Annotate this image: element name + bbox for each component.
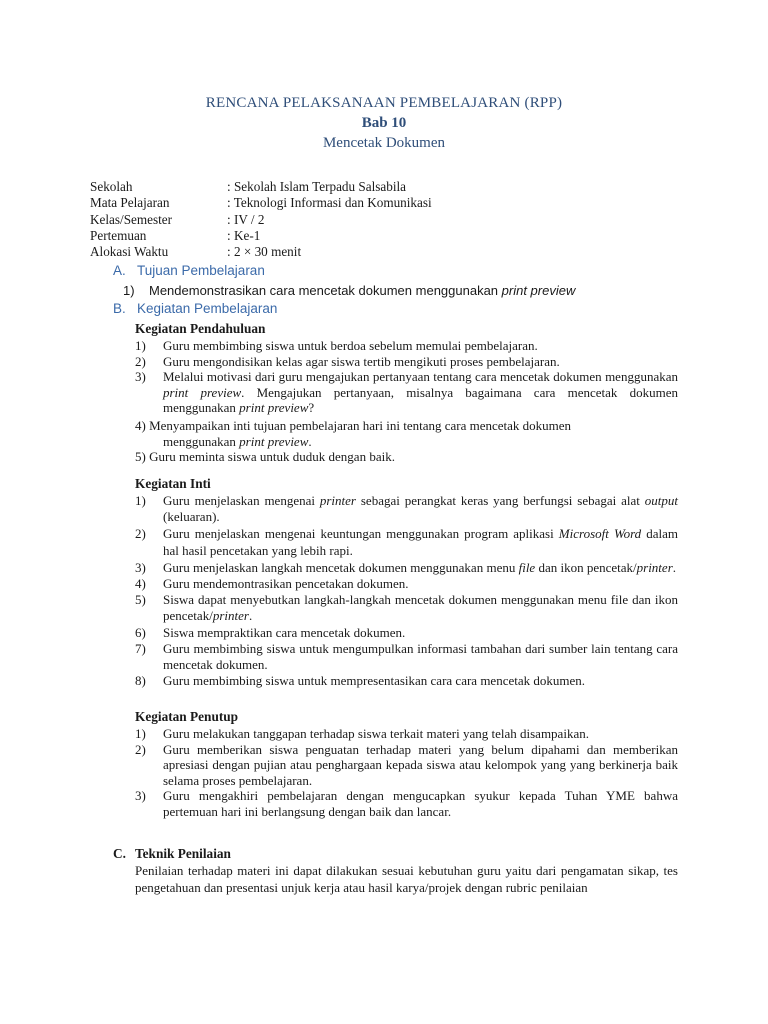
list-number: 1) <box>135 338 146 353</box>
list-number: 1) <box>135 493 146 508</box>
section-b-heading <box>113 301 277 316</box>
identity-value: : Ke-1 <box>227 228 261 243</box>
list-item <box>135 641 678 673</box>
section-letter: B. <box>113 301 126 316</box>
list-number: 1) <box>123 283 135 298</box>
list-number: 3) <box>135 788 146 804</box>
identity-value: : Sekolah Islam Terpadu Salsabila <box>227 179 407 194</box>
italic-term: printer <box>212 608 249 624</box>
list-number: 8) <box>135 673 146 689</box>
text-run: dalam hal hasil pencetakan yang lebih rapi. <box>163 526 678 558</box>
list-item <box>135 788 678 819</box>
list-number: 6) <box>135 624 146 640</box>
section-title: Tujuan Pembelajaran <box>137 263 265 278</box>
section-title: Kegiatan Pembelajaran <box>137 301 278 316</box>
list-item <box>135 418 678 449</box>
identity-row <box>90 228 260 244</box>
text-run: . <box>672 559 677 575</box>
core-heading: Kegiatan Inti <box>135 476 211 491</box>
list-text: Guru membimbing siswa untuk mengumpulkan informasi tambahan dari sumber lain tentang cara mencetak dokumen. <box>163 640 678 673</box>
list-number: 1) <box>135 726 146 741</box>
section-letter: A. <box>113 263 126 278</box>
goal-italic-term: print preview <box>501 283 576 298</box>
list-text <box>163 592 678 624</box>
list-item <box>135 369 678 416</box>
italic-term: print preview <box>239 433 309 449</box>
italic-term: printer <box>319 493 356 508</box>
list-item <box>135 576 678 592</box>
list-text: Guru memberikan siswa penguatan terhadap materi yang belum dipahami dan memberikan apresiasi dengan pujian atau penghargaan kepada siswa atau kelompok yang yang berkinerja baik selama proses pembelajaran. <box>163 741 678 788</box>
text-run: menggunakan <box>163 433 240 449</box>
italic-term: print preview <box>163 384 242 400</box>
text-run: Guru menjelaskan langkah mencetak dokumen menggunakan menu <box>163 559 519 575</box>
list-text: Guru mengakhiri pembelajaran dengan mengucapkan syukur kepada Tuhan YME bahwa pertemuan hari ini berlangsung dengan baik dan lancar. <box>163 788 678 819</box>
text-run: . <box>308 433 312 449</box>
subject-heading: Mencetak Dokumen <box>322 135 446 151</box>
text-run: Melalui motivasi dari guru mengajukan pertanyaan tentang cara mencetak dokumen menggunakan <box>163 369 678 385</box>
list-number: 3) <box>135 369 146 385</box>
list-item <box>135 742 678 789</box>
section-a-heading <box>113 263 265 278</box>
intro-heading: Kegiatan Pendahuluan <box>135 321 266 336</box>
section-letter: C. <box>113 846 126 861</box>
identity-label: Kelas/Semester <box>90 212 173 227</box>
text-run: . <box>248 608 253 624</box>
list-item <box>135 526 678 558</box>
identity-value: : Teknologi Informasi dan Komunikasi <box>227 195 432 210</box>
list-number: 7) <box>135 640 146 656</box>
identity-label: Alokasi Waktu <box>90 244 169 259</box>
text-run: dan ikon pencetak/ <box>535 559 637 575</box>
list-item <box>135 449 678 465</box>
identity-value: : 2 × 30 menit <box>227 244 302 259</box>
section-title: Teknik Penilaian <box>135 846 231 861</box>
list-number: 4) <box>135 576 146 592</box>
closing-list <box>135 726 678 820</box>
identity-value: : IV / 2 <box>227 212 265 227</box>
list-text <box>163 560 678 576</box>
list-text-continuation <box>135 434 678 450</box>
identity-label: Mata Pelajaran <box>90 195 170 210</box>
identity-row <box>90 179 406 195</box>
identity-label: Pertemuan <box>90 228 147 243</box>
document-title: RENCANA PELAKSANAAN PEMBELAJARAN (RPP) <box>205 95 563 111</box>
list-number: 2) <box>135 526 146 542</box>
italic-term: output <box>644 493 678 508</box>
list-text <box>163 369 678 416</box>
list-text: Guru melakukan tanggapan terhadap siswa terkait materi yang telah disampaikan. <box>163 726 589 741</box>
list-text: Guru mendemontrasikan pencetakan dokumen. <box>163 576 409 592</box>
list-item <box>135 673 678 689</box>
list-number: 3) <box>135 559 146 575</box>
list-item <box>135 338 678 354</box>
list-text: 5) Guru meminta siswa untuk duduk dengan baik. <box>135 449 395 465</box>
closing-heading: Kegiatan Penutup <box>135 709 239 724</box>
text-run: Siswa dapat menyebutkan langkah-langkah mencetak dokumen menggunakan menu file dan ikon pencetak/ <box>163 592 678 624</box>
identity-row <box>90 195 432 211</box>
list-text: Siswa mempraktikan cara mencetak dokumen. <box>163 624 406 640</box>
text-run: (keluaran). <box>163 509 220 525</box>
italic-term: print preview <box>239 400 309 416</box>
list-text: Guru mengondisikan kelas agar siswa tertib mengikuti proses pembelajaran. <box>163 353 560 369</box>
chapter-heading: Bab 10 <box>361 115 407 131</box>
list-text: 4) Menyampaikan inti tujuan pembelajaran hari ini tentang cara mencetak dokumen <box>135 417 572 433</box>
list-item <box>135 625 678 641</box>
identity-row <box>90 244 301 260</box>
text-run: Guru menjelaskan mengenai keuntungan menggunakan program aplikasi <box>163 526 559 542</box>
list-number: 5) <box>135 592 146 608</box>
list-item <box>135 560 678 576</box>
identity-label: Sekolah <box>90 179 133 194</box>
italic-term: file <box>518 559 536 575</box>
identity-row <box>90 212 265 228</box>
text-run: ? <box>308 400 315 416</box>
list-text: Guru membimbing siswa untuk berdoa sebelum memulai pembelajaran. <box>163 338 538 353</box>
assessment-paragraph: Penilaian terhadap materi ini dapat dilakukan sesuai kebutuhan guru yaitu dari pengamatan sikap, tes pengetahuan dan presentasi unjuk kerja atau hasil karya/projek dengan rubric penilaian <box>135 863 678 895</box>
italic-term: Microsoft Word <box>558 526 642 542</box>
intro-list <box>135 338 678 465</box>
goal-text: Mendemonstrasikan cara mencetak dokumen menggunakan <box>149 283 502 298</box>
text-run: Guru menjelaskan mengenai <box>163 493 320 508</box>
goal-item <box>123 283 575 298</box>
list-number: 2) <box>135 353 146 369</box>
core-list <box>135 493 678 689</box>
list-item <box>135 493 678 525</box>
text-run: sebagai perangkat keras yang berfungsi sebagai alat <box>355 493 645 508</box>
section-c-heading <box>113 846 231 862</box>
list-number: 2) <box>135 741 146 757</box>
list-text: Guru membimbing siswa untuk mempresentasikan cara cara mencetak dokumen. <box>163 673 586 689</box>
list-item <box>135 726 678 742</box>
italic-term: printer <box>636 559 673 575</box>
text-run: . Mengajukan pertanyaan, misalnya bagaimana cara mencetak dokumen menggunakan <box>163 384 678 416</box>
list-text <box>163 493 678 525</box>
list-text <box>163 526 678 558</box>
list-item <box>135 354 678 370</box>
list-item <box>135 592 678 624</box>
